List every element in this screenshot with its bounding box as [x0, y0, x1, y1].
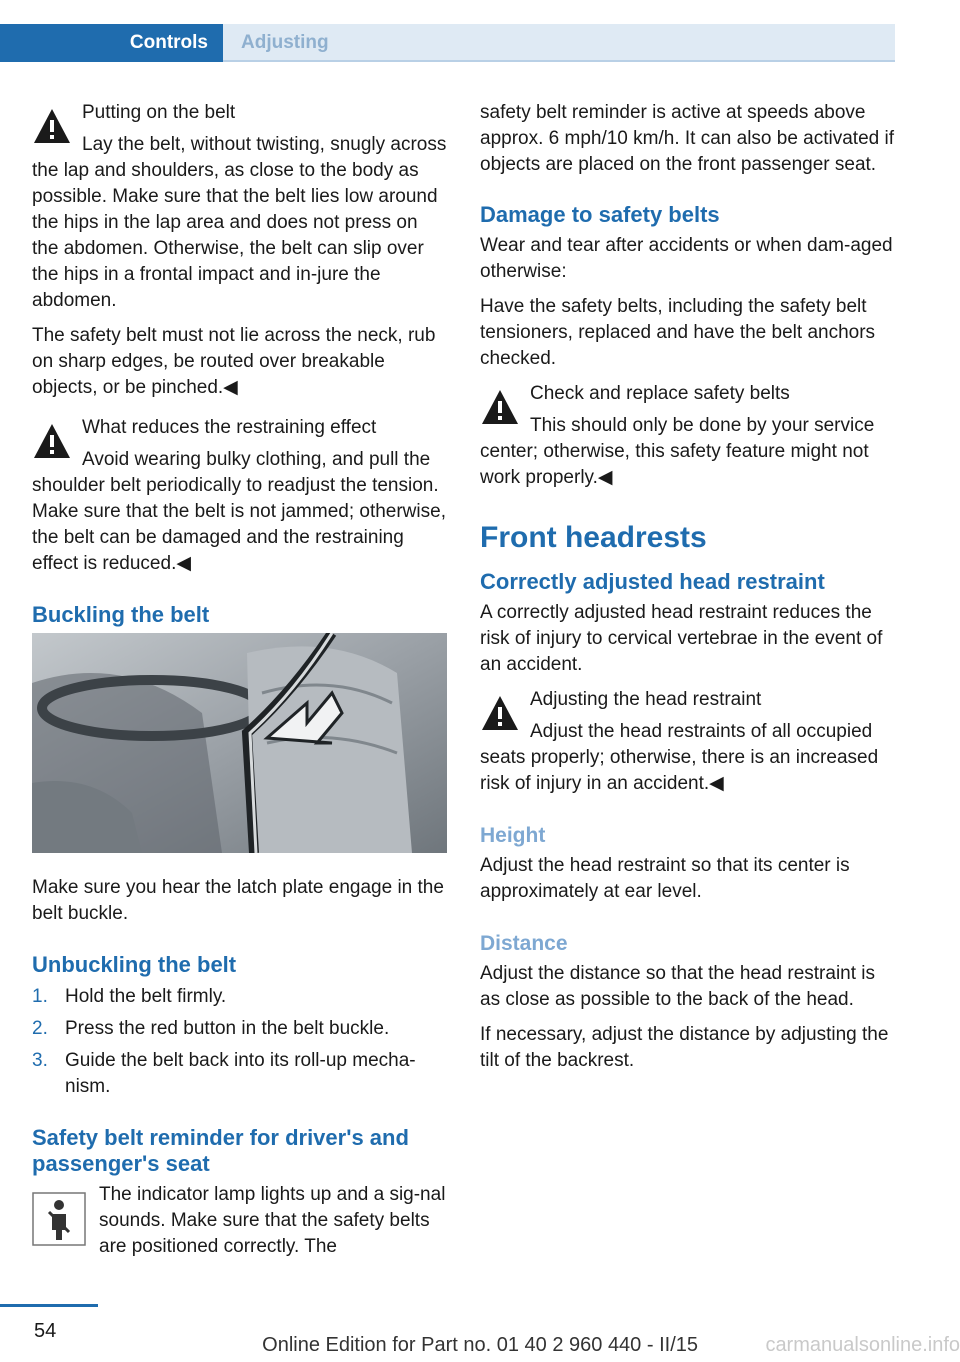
watermark: carmanualsonline.info — [765, 1334, 960, 1356]
reminder-text: The indicator lamp lights up and a sig‐nal sounds. Make sure that the safety belts are positioned correctly. The — [99, 1184, 446, 1257]
buckling-text: Make sure you hear the latch plate engage in the belt buckle. — [32, 877, 444, 924]
height-text: Adjust the head restraint so that its center is approximately at ear level. — [480, 855, 850, 902]
warning-text: Lay the belt, without twisting, snugly across the lap and shoulders, as close to the body as possible. Make sure that the belt lies low around the hips in the lap area and does not press on the abdomen. Otherwise, the belt can slip over the hips in a frontal impact and in‐jure the abdomen. — [32, 134, 447, 311]
unbuckling-steps — [32, 984, 447, 1100]
heading-unbuckling: Unbuckling the belt — [32, 952, 237, 977]
step-number: 3. — [32, 1050, 48, 1071]
warning-text: Avoid wearing bulky clothing, and pull the shoulder belt periodically to readjust the tension. Make sure that the belt is not jammed; otherwise, the belt can be damaged and the restraining effect is reduced.◀ — [32, 449, 446, 574]
heading-reminder: Safety belt reminder for driver's and passenger's seat — [32, 1125, 409, 1176]
seat-belt-photo — [32, 633, 447, 853]
edition-note: Online Edition for Part no. 01 40 2 960 440 - II/15 — [262, 1334, 698, 1356]
tab-adjusting[interactable]: Adjusting — [223, 24, 895, 62]
warning-text: Adjust the head restraints of all occupied seats properly; otherwise, there is an increased risk of injury in an accident.◀ — [480, 721, 879, 794]
heading-correctly-adjusted: Correctly adjusted head restraint — [480, 569, 825, 594]
heading-height: Height — [480, 824, 546, 847]
damage-text-1: Wear and tear after accidents or when dam‐aged otherwise: — [480, 235, 893, 282]
page-number: 54 — [34, 1320, 57, 1342]
heading-distance: Distance — [480, 932, 568, 955]
warning-title: What reduces the restraining effect — [82, 417, 377, 438]
warning-title: Adjusting the head restraint — [530, 689, 762, 710]
step-text: Press the red button in the belt buckle. — [65, 1018, 390, 1039]
damage-text-2: Have the safety belts, including the safety belt tensioners, replaced and have the belt anchors checked. — [480, 296, 876, 369]
right-column — [480, 100, 895, 1083]
heading-buckling: Buckling the belt — [32, 602, 210, 627]
heading-front-headrests: Front headrests — [480, 521, 707, 554]
list-item — [32, 1048, 447, 1100]
warning-text-2: The safety belt must not lie across the neck, rub on sharp edges, be routed over breakable objects, or be pinched.◀ — [32, 325, 436, 398]
distance-text-2: If necessary, adjust the distance by adjusting the tilt of the backrest. — [480, 1024, 889, 1071]
seat-belt-indicator-icon — [32, 1192, 86, 1246]
warning-title: Putting on the belt — [82, 102, 236, 123]
warning-triangle-icon — [480, 693, 520, 733]
tab-controls[interactable]: Controls — [0, 24, 223, 62]
chapter-tabs — [0, 0, 895, 62]
reminder-block — [32, 1182, 447, 1260]
warning-text: This should only be done by your service center; otherwise, this safety feature might not work properly.◀ — [480, 415, 875, 488]
warning-adjusting-head-restraint — [480, 687, 895, 797]
list-item — [32, 984, 447, 1010]
tab-underline — [223, 60, 895, 62]
warning-triangle-icon — [480, 387, 520, 427]
warning-title: Check and replace safety belts — [530, 383, 790, 404]
distance-text-1: Adjust the distance so that the head restraint is as close as possible to the back of the head. — [480, 963, 876, 1010]
left-column — [32, 100, 447, 1269]
warning-putting-on-belt — [32, 100, 447, 401]
warning-triangle-icon — [32, 421, 72, 461]
step-text: Guide the belt back into its roll-up mecha‐nism. — [65, 1050, 416, 1097]
step-number: 1. — [32, 986, 48, 1007]
step-number: 2. — [32, 1018, 48, 1039]
step-text: Hold the belt firmly. — [65, 986, 227, 1007]
heading-damage: Damage to safety belts — [480, 202, 720, 227]
reminder-continuation: safety belt reminder is active at speeds above approx. 6 mph/10 km/h. It can also be activated if objects are placed on the front passenger seat. — [480, 102, 895, 175]
warning-triangle-icon — [32, 106, 72, 146]
correct-text: A correctly adjusted head restraint reduces the risk of injury to cervical vertebrae in the event of an accident. — [480, 602, 883, 675]
footer-rule — [0, 1304, 98, 1307]
warning-restraining-effect — [32, 415, 447, 577]
list-item — [32, 1016, 447, 1042]
warning-check-replace — [480, 381, 895, 491]
